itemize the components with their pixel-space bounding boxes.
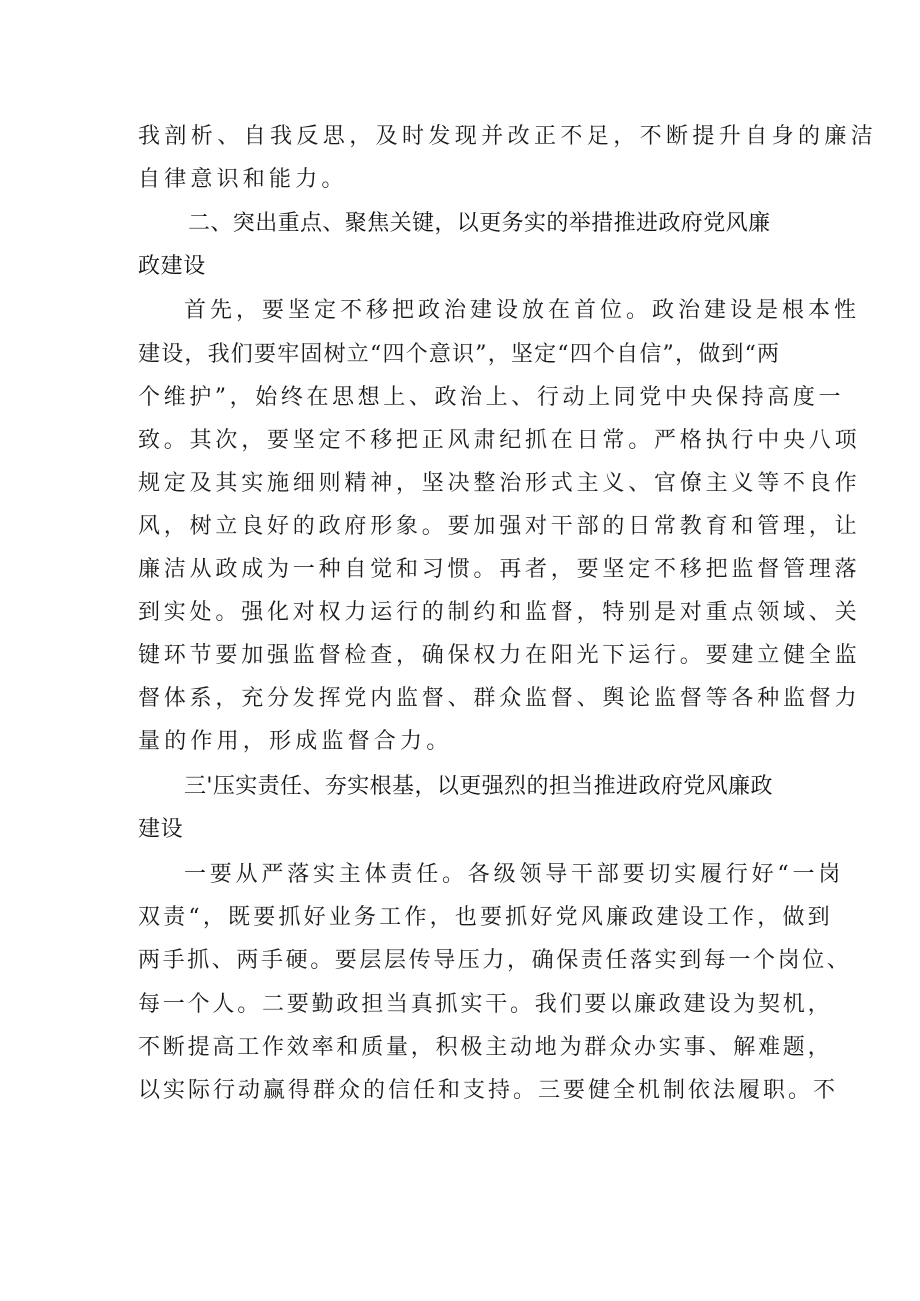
body-line: 每一个人。二要勤政担当真抓实干。我们要以廉政建设为契机， — [138, 992, 833, 1017]
body-line: 致。其次，要坚定不移把正风肃纪抓在日常。严格执行中央八项 — [138, 428, 861, 453]
body-line: 建设，我们要牢固树立“四个意识”，坚定“四个自信”，做到“两 — [138, 342, 781, 367]
body-line: 风，树立良好的政府形象。要加强对干部的日常教育和管理，让 — [138, 514, 861, 539]
body-line: 双责“，既要抓好业务工作，也要抓好党风廉政建设工作，做到 — [138, 905, 833, 930]
body-line: 廉洁从政成为一种自觉和习惯。再者，要坚定不移把监督管理落 — [138, 557, 861, 582]
body-line: 首先，要坚定不移把政治建设放在首位。政治建设是根本性 — [184, 298, 861, 323]
body-line: 一要从严落实主体责任。各级领导干部要切实履行好“一岗 — [184, 862, 845, 887]
body-line: 两手抓、两手硬。要层层传导压力，确保责任落实到每一个岗位、 — [138, 948, 852, 973]
body-line: 我剖析、自我反思，及时发现并改正不足，不断提升自身的廉洁 — [138, 124, 878, 149]
body-line: 以实际行动赢得群众的信任和支持。三要健全机制依法履职。不 — [138, 1078, 839, 1103]
section-heading-2: 二、突出重点、聚焦关键，以更务实的举措推进政府党风廉 — [188, 211, 771, 236]
body-line: 自律意识和能力。 — [138, 167, 348, 192]
body-line: 量的作用，形成监督合力。 — [138, 729, 453, 754]
body-line: 不断提高工作效率和质量，积极主动地为群众办实事、解难题， — [138, 1035, 833, 1060]
section-heading-2-cont: 政建设 — [138, 254, 206, 279]
body-line: 键环节要加强监督检查，确保权力在阳光下运行。要建立健全监 — [138, 643, 861, 668]
section-heading-3: 三'压实责任、夯实根基，以更强烈的担当推进政府党风廉政 — [184, 774, 773, 799]
body-line: 个维护”，始终在思想上、政治上、行动上同党中央保持高度一 — [138, 385, 845, 410]
body-line: 到实处。强化对权力运行的制约和监督，特别是对重点领域、关 — [138, 600, 861, 625]
body-line: 督体系，充分发挥党内监督、群众监督、舆论监督等各种监督力 — [138, 686, 861, 711]
section-heading-3-cont: 建设 — [138, 817, 184, 842]
body-line: 规定及其实施细则精神，坚决整治形式主义、官僚主义等不良作 — [138, 471, 861, 496]
